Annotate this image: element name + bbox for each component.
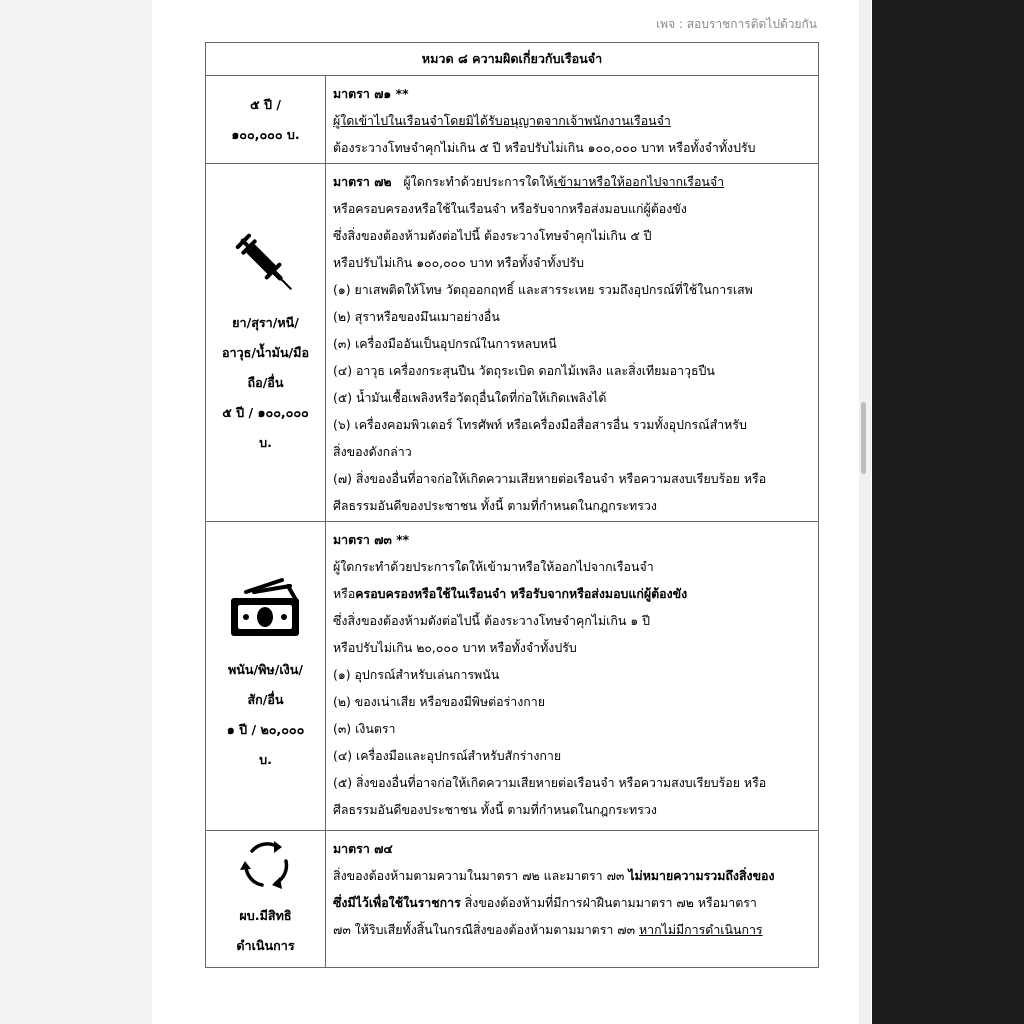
section-line: ซึ่งมีไว้เพื่อใช้ในราชการ สิ่งของต้องห้ามที่มีการฝ่าฝืนตามมาตรา ๗๒ หรือมาตรา (333, 895, 757, 910)
section-line: ๗๓ ให้ริบเสียทั้งสิ้นในกรณีสิ่งของต้องห้ามตามมาตรา ๗๓ หากไม่มีการดำเนินการ (333, 922, 763, 937)
section-line: ซึ่งสิ่งของต้องห้ามดังต่อไปนี้ ต้องระวางโทษจำคุกไม่เกิน ๕ ปี (333, 228, 652, 243)
section-heading: มาตรา ๗๔ (333, 841, 393, 856)
section-line: ศีลธรรมอันดีของประชาชน ทั้งนี้ ตามที่กำหนดในกฎกระทรวง (333, 498, 657, 513)
table-row (206, 831, 819, 968)
penalty-text: ๑ ปี / ๒๐,๐๐๐ (226, 722, 305, 737)
section-cell (326, 831, 819, 968)
section-cell (326, 522, 819, 831)
left-background (0, 0, 152, 1024)
cycle-arrows-icon (238, 837, 294, 893)
section-line: ศีลธรรมอันดีของประชาชน ทั้งนี้ ตามที่กำหนดในกฎกระทรวง (333, 802, 657, 817)
section-line: สิ่งของดังกล่าว (333, 444, 412, 459)
section-line: สิ่งของต้องห้ามตามความในมาตรา ๗๒ และมาตรา ๗๓ ไม่หมายความรวมถึงสิ่งของ (333, 868, 775, 883)
section-line: (๕) สิ่งของอื่นที่อาจก่อให้เกิดความเสียหายต่อเรือนจำ หรือความสงบเรียบร้อย หรือ (333, 775, 767, 790)
money-icon (226, 577, 306, 641)
section-line: (๔) อาวุธ เครื่องกระสุนปืน วัตถุระเบิด ดอกไม้เพลิง และสิ่งเทียมอาวุธปืน (333, 363, 715, 378)
penalty-cell (206, 522, 326, 831)
section-cell (326, 76, 819, 164)
penalty-text: ยา/สุรา/หนี/ (232, 314, 299, 330)
table-row (206, 522, 819, 831)
penalty-text: บ. (259, 752, 272, 767)
penalty-text: ดำเนินการ (236, 938, 295, 953)
section-line: (๕) น้ำมันเชื้อเพลิงหรือวัตถุอื่นใดที่ก่อให้เกิดเพลิงได้ (333, 390, 607, 405)
penalty-cell (206, 831, 326, 968)
section-heading: มาตรา ๗๓ ** (333, 532, 410, 547)
section-cell (326, 164, 819, 522)
law-table (205, 42, 819, 968)
section-line: ผู้ใดเข้าไปในเรือนจำโดยมิได้รับอนุญาตจากเจ้าพนักงานเรือนจำ (333, 113, 671, 128)
section-line: (๖) เครื่องคอมพิวเตอร์ โทรศัพท์ หรือเครื่องมือสื่อสารอื่น รวมทั้งอุปกรณ์สำหรับ (333, 417, 747, 432)
section-line: (๗) สิ่งของอื่นที่อาจก่อให้เกิดความเสียหายต่อเรือนจำ หรือความสงบเรียบร้อย หรือ (333, 471, 767, 486)
table-title: หมวด ๘ ความผิดเกี่ยวกับเรือนจำ (206, 43, 819, 76)
penalty-cell (206, 164, 326, 522)
penalty-text: พนัน/พิษ/เงิน/ (228, 662, 303, 677)
scrollbar-track[interactable] (859, 0, 871, 1024)
section-line: ผู้ใดกระทำด้วยประการใดให้เข้ามาหรือให้ออกไปจากเรือนจำ (333, 559, 654, 574)
penalty-text: อาวุธ/น้ำมัน/มือ (221, 344, 310, 360)
section-line: ต้องระวางโทษจำคุกไม่เกิน ๕ ปี หรือปรับไม่เกิน ๑๐๐,๐๐๐ บาท หรือทั้งจำทั้งปรับ (333, 140, 756, 155)
section-line: (๔) เครื่องมือและอุปกรณ์สำหรับสักร่างกาย (333, 748, 562, 763)
section-line: (๑) ยาเสพติดให้โทษ วัตถุออกฤทธิ์ และสารระเหย รวมถึงอุปกรณ์ที่ใช้ในการเสพ (333, 282, 753, 297)
penalty-text: ๕ ปี / (250, 96, 281, 112)
table-row (206, 164, 819, 522)
penalty-text: ถือ/อื่น (247, 374, 284, 390)
section-line: (๒) สุราหรือของมึนเมาอย่างอื่น (333, 309, 500, 324)
penalty-text: ๕ ปี / ๑๐๐,๐๐๐ (222, 404, 309, 420)
penalty-text: สัก/อื่น (247, 692, 284, 707)
section-line: (๒) ของเน่าเสีย หรือของมีพิษต่อร่างกาย (333, 694, 545, 709)
table-row (206, 76, 819, 164)
penalty-cell (206, 76, 326, 164)
penalty-text: บ. (259, 434, 272, 450)
section-line: ซึ่งสิ่งของต้องห้ามดังต่อไปนี้ ต้องระวางโทษจำคุกไม่เกิน ๑ ปี (333, 613, 650, 628)
section-line: หรือปรับไม่เกิน ๑๐๐,๐๐๐ บาท หรือทั้งจำทั้งปรับ (333, 255, 584, 270)
penalty-text: ๑๐๐,๐๐๐ บ. (231, 126, 300, 142)
scrollbar-thumb[interactable] (861, 402, 866, 474)
document-page (152, 0, 859, 1024)
section-line: (๓) เครื่องมืออันเป็นอุปกรณ์ในการหลบหนี (333, 336, 557, 351)
section-line: หรือครอบครองหรือใช้ในเรือนจำ หรือรับจากหรือส่งมอบแก่ผู้ต้องขัง (333, 201, 687, 216)
section-line: (๑) อุปกรณ์สำหรับเล่นการพนัน (333, 667, 500, 682)
page-header: เพจ : สอบราชการติดไปด้วยกัน (656, 17, 817, 31)
section-line: (๓) เงินตรา (333, 721, 396, 736)
section-line: มาตรา ๗๒ ผู้ใดกระทำด้วยประการใดให้เข้ามาหรือให้ออกไปจากเรือนจำ (333, 174, 725, 189)
right-dark-background (872, 0, 1024, 1024)
syringe-icon (230, 228, 302, 300)
section-line: หรือครอบครองหรือใช้ในเรือนจำ หรือรับจากหรือส่งมอบแก่ผู้ต้องขัง (333, 586, 688, 601)
section-line: หรือปรับไม่เกิน ๒๐,๐๐๐ บาท หรือทั้งจำทั้งปรับ (333, 640, 577, 655)
section-heading: มาตรา ๗๑ ** (333, 86, 409, 101)
penalty-text: ผบ.มีสิทธิ (239, 908, 292, 923)
